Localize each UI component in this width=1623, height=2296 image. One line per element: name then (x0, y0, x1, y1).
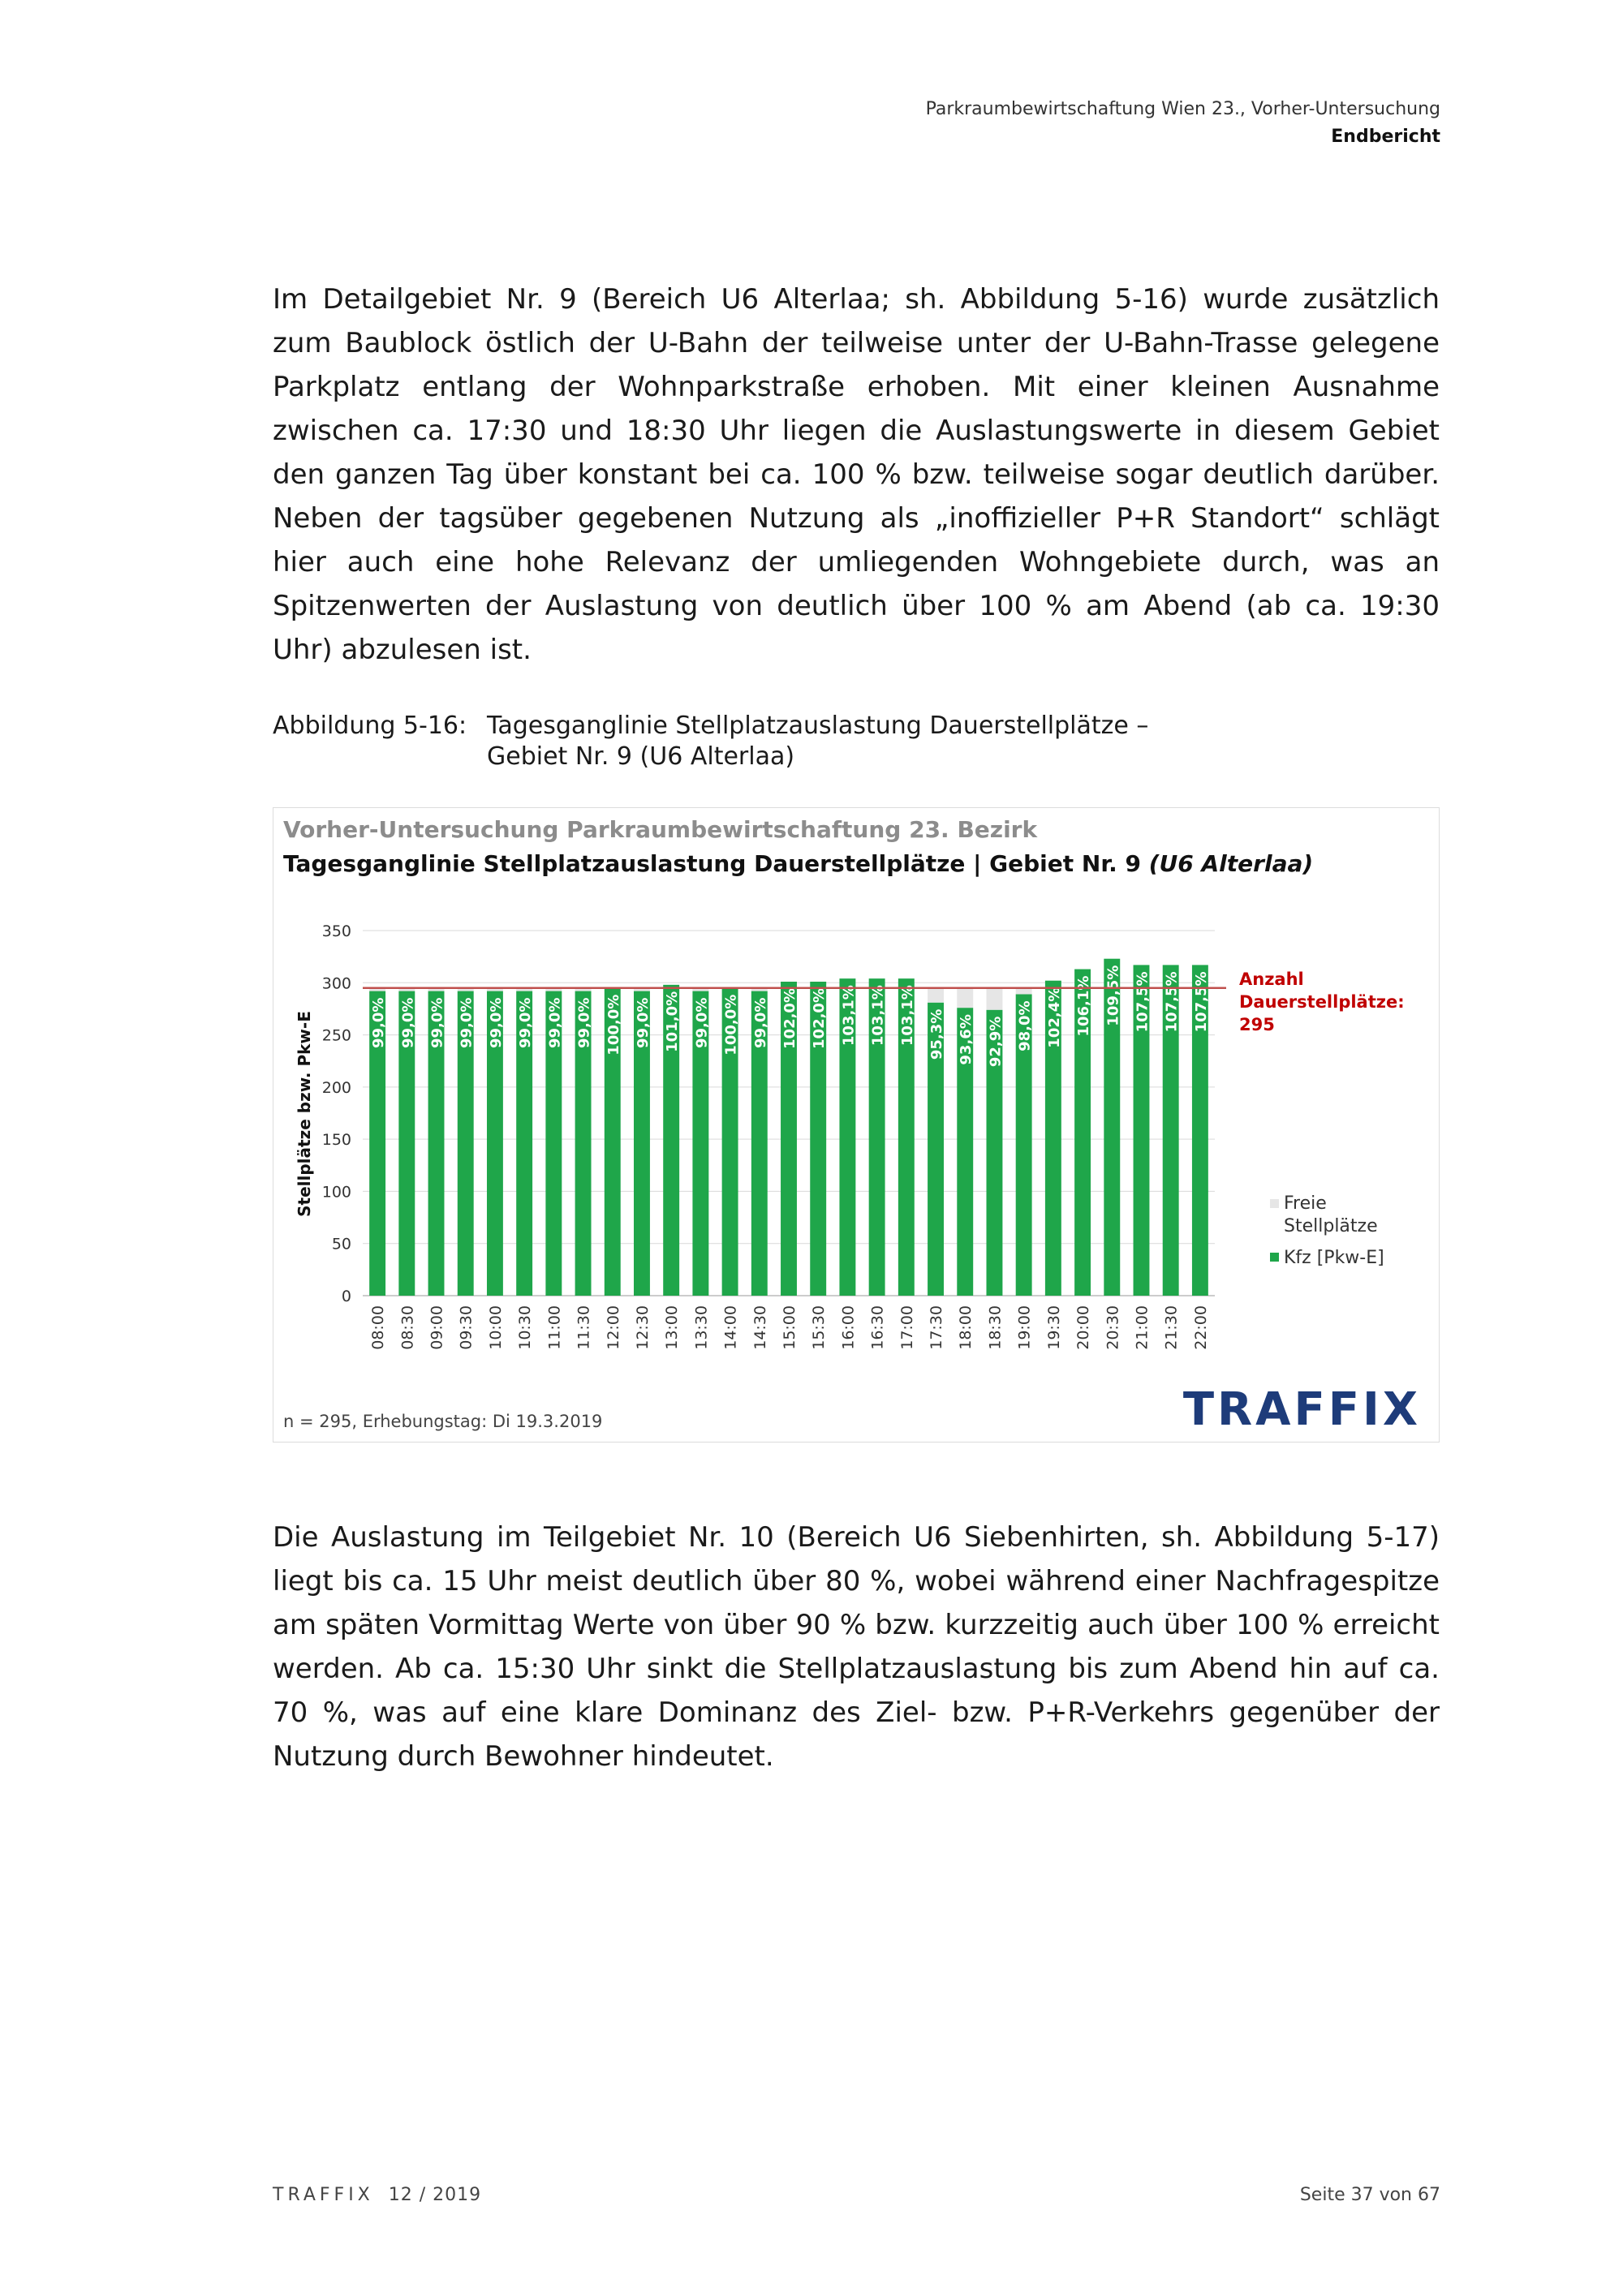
traffix-logo: TRAFFIX (1182, 1383, 1421, 1436)
data-label-11: 99,0% (693, 997, 711, 1049)
legend-label-kfz: Kfz [Pkw-E] (1284, 1248, 1384, 1268)
data-label-16: 103,1% (840, 985, 858, 1047)
data-label-8: 100,0% (605, 994, 622, 1056)
capacity-label-line2: Dauerstellplätze: (1239, 992, 1405, 1012)
x-tick-label-4: 10:00 (486, 1305, 505, 1350)
data-label-17: 103,1% (869, 985, 887, 1047)
page-number: Seite 37 von 67 (1299, 2185, 1440, 2205)
data-label-2: 99,0% (428, 997, 446, 1049)
x-tick-label-5: 10:30 (516, 1305, 535, 1350)
occupancy-chart (273, 808, 1439, 1442)
data-label-22: 98,0% (1016, 1000, 1034, 1051)
x-tick-label-19: 17:30 (928, 1305, 946, 1350)
x-tick-label-17: 16:30 (868, 1305, 887, 1350)
footer-brand: TRAFFIX (273, 2185, 374, 2205)
paragraph-followup: Die Auslastung im Teilgebiet Nr. 10 (Bereich U6 Siebenhirten, sh. Abbildung 5-17) liegt bis ca. 15 Uhr meist deutlich über 80 %, wobei während einer Nachfragespitze am späten Vormittag Werte von über 90 % bzw. kurzzeitig auch über 100 % erreicht werden. Ab ca. 15:30 Uhr sinkt die Stellplatzauslastung bis zum Abend hin auf ca. 70 %, was auf eine klare Dominanz des Ziel- bzw. P+R-Verkehrs gegenüber der Nutzung durch Bewohner hindeutet. (273, 1521, 1440, 1773)
x-tick-label-3: 09:30 (457, 1305, 476, 1350)
x-tick-label-16: 16:00 (839, 1305, 858, 1350)
x-tick-label-14: 15:00 (781, 1305, 799, 1350)
y-tick-label-350: 350 (321, 922, 351, 940)
y-tick-label-50: 50 (331, 1235, 351, 1253)
data-label-21: 92,9% (987, 1016, 1005, 1068)
data-label-20: 93,6% (958, 1014, 975, 1065)
x-tick-label-11: 13:30 (692, 1305, 711, 1350)
data-label-14: 102,0% (781, 988, 799, 1049)
footer-left (273, 2185, 481, 2205)
x-tick-label-23: 19:30 (1044, 1305, 1063, 1350)
y-tick-label-200: 200 (321, 1078, 351, 1097)
chart-title-italic: (U6 Alterlaa) (1148, 850, 1314, 877)
bar-free-21 (986, 988, 1002, 1010)
data-label-26: 107,5% (1134, 971, 1152, 1033)
data-label-23: 102,4% (1045, 987, 1063, 1048)
chart-note: n = 295, Erhebungstag: Di 19.3.2019 (283, 1412, 603, 1431)
figure-title-line1: Tagesganglinie Stellplatzauslastung Dauerstellplätze – (487, 712, 1149, 740)
figure-caption (273, 711, 1148, 772)
footer-date: 12 / 2019 (388, 2185, 482, 2205)
data-label-9: 99,0% (634, 997, 652, 1049)
x-tick-label-24: 20:00 (1074, 1305, 1093, 1350)
x-tick-label-15: 15:30 (810, 1305, 829, 1350)
chart-container (273, 807, 1440, 1443)
x-tick-label-18: 17:00 (898, 1305, 916, 1350)
x-tick-label-13: 14:30 (751, 1305, 769, 1350)
x-tick-label-22: 19:00 (1015, 1305, 1034, 1350)
x-tick-label-2: 09:00 (428, 1305, 446, 1350)
x-tick-label-1: 08:30 (398, 1305, 417, 1350)
data-label-27: 107,5% (1163, 971, 1181, 1033)
chart-supertitle: Vorher-Untersuchung Parkraumbewirtschaftung 23. Bezirk (283, 816, 1038, 843)
bar-free-19 (928, 988, 944, 1003)
x-tick-label-0: 08:00 (369, 1305, 388, 1350)
plot-area (322, 922, 1226, 1350)
x-tick-label-7: 11:30 (575, 1305, 593, 1350)
data-label-1: 99,0% (399, 997, 417, 1049)
data-label-6: 99,0% (546, 997, 564, 1049)
data-label-12: 100,0% (722, 994, 740, 1056)
x-tick-label-26: 21:00 (1133, 1305, 1152, 1350)
data-label-24: 106,1% (1075, 975, 1093, 1037)
chart-title (283, 850, 1313, 877)
paragraph-intro: Im Detailgebiet Nr. 9 (Bereich U6 Alterlaa; sh. Abbildung 5-16) wurde zusätzlich zum Baublock östlich der U-Bahn der teilweise unter der U-Bahn-Trasse gelegene Parkplatz entlang der Wohnparkstraße erhoben. Mit einer kleinen Ausnahme zwischen ca. 17:30 und 18:30 Uhr liegen die Auslastungswerte in diesem Gebiet den ganzen Tag über konstant bei ca. 100 % bzw. teilweise sogar deutlich darüber. Neben der tagsüber gegebenen Nutzung als „inoffizieller P+R Standort“ schlägt hier auch eine hohe Relevanz der umliegenden Wohngebiete durch, was an Spitzenwerten der Auslastung von deutlich über 100 % am Abend (ab ca. 19:30 Uhr) abzulesen ist. (273, 283, 1440, 666)
y-tick-label-150: 150 (321, 1131, 351, 1150)
legend (1270, 1193, 1384, 1268)
data-label-19: 95,3% (928, 1008, 946, 1060)
capacity-label-line3: 295 (1239, 1015, 1275, 1034)
data-label-18: 103,1% (898, 985, 916, 1047)
bar-free-20 (957, 988, 973, 1008)
data-label-13: 99,0% (751, 997, 769, 1049)
data-label-3: 99,0% (458, 997, 476, 1049)
x-tick-label-21: 18:30 (986, 1305, 1005, 1350)
data-label-28: 107,5% (1192, 971, 1210, 1033)
data-label-7: 99,0% (575, 997, 593, 1049)
page-header (926, 96, 1440, 151)
legend-label-free-line1: Freie (1284, 1193, 1327, 1214)
y-tick-label-100: 100 (321, 1183, 351, 1202)
data-label-5: 99,0% (517, 997, 535, 1049)
data-label-15: 102,0% (811, 988, 829, 1049)
figure-number: Abbildung 5-16: (273, 712, 467, 740)
x-tick-label-12: 14:00 (721, 1305, 740, 1350)
x-tick-label-6: 11:00 (545, 1305, 564, 1350)
x-tick-label-9: 12:30 (633, 1305, 652, 1350)
legend-swatch-free (1270, 1199, 1279, 1208)
chart-title-main: Tagesganglinie Stellplatzauslastung Dauerstellplätze | Gebiet Nr. 9 (283, 850, 1149, 877)
header-subtitle: Endbericht (1331, 127, 1440, 147)
capacity-label-line1: Anzahl (1239, 970, 1304, 989)
data-label-25: 109,5% (1104, 965, 1122, 1026)
y-axis-label: Stellplätze bzw. Pkw-E (295, 1011, 314, 1217)
data-label-10: 101,0% (664, 991, 682, 1052)
x-tick-label-10: 13:00 (663, 1305, 682, 1350)
legend-swatch-kfz (1270, 1253, 1279, 1262)
data-label-0: 99,0% (370, 997, 388, 1049)
figure-title-line2: Gebiet Nr. 9 (U6 Alterlaa) (487, 742, 795, 771)
y-tick-label-250: 250 (321, 1026, 351, 1045)
x-tick-label-20: 18:00 (957, 1305, 975, 1350)
legend-label-free-line2: Stellplätze (1284, 1216, 1378, 1236)
data-label-4: 99,0% (487, 997, 505, 1049)
x-tick-label-27: 21:30 (1162, 1305, 1181, 1350)
x-tick-label-28: 22:00 (1191, 1305, 1210, 1350)
y-tick-label-300: 300 (321, 974, 351, 993)
x-tick-label-25: 20:30 (1104, 1305, 1122, 1350)
header-title: Parkraumbewirtschaftung Wien 23., Vorher-Untersuchung (925, 99, 1440, 119)
y-tick-label-0: 0 (341, 1288, 351, 1305)
x-tick-label-8: 12:00 (604, 1305, 622, 1350)
